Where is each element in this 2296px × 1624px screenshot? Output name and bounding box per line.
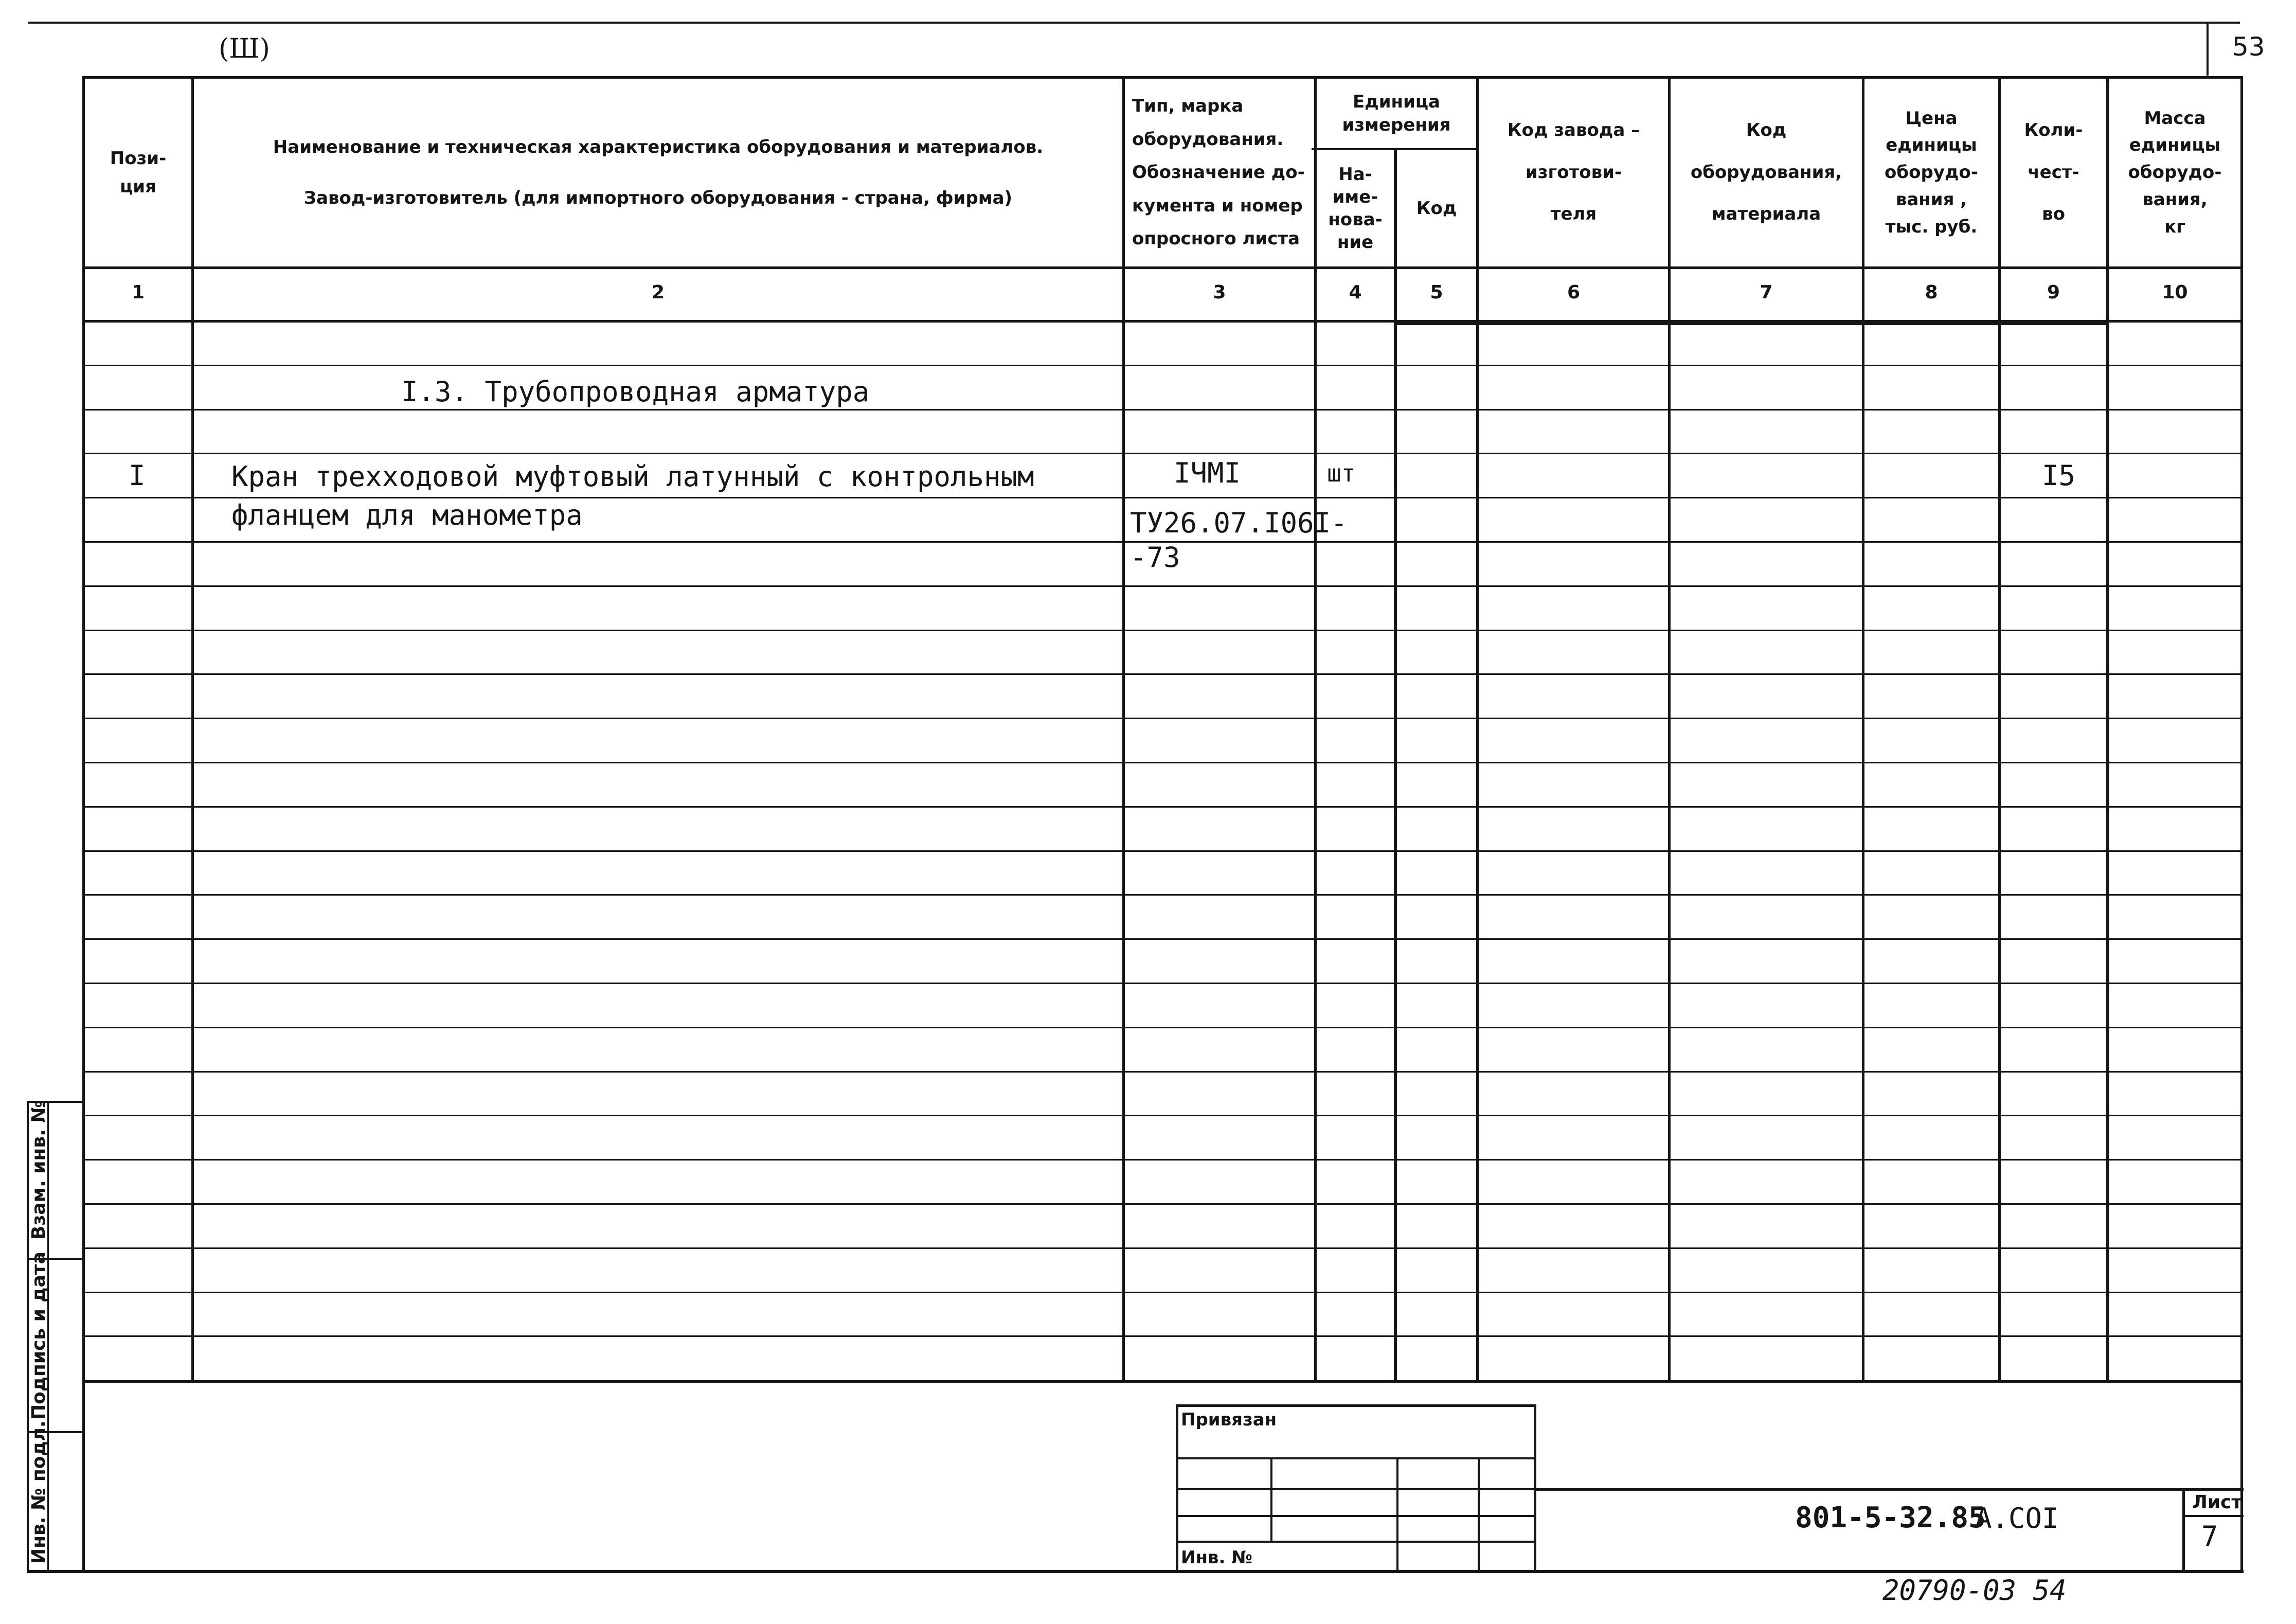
document-code: 801-5-32.85 (1795, 1501, 1986, 1534)
item-quantity: I5 (2042, 459, 2076, 492)
sheet-number: 7 (2201, 1520, 2218, 1552)
header-col-5: Код (1416, 198, 1457, 219)
item-name-line-2: фланцем для манометра (231, 499, 583, 531)
header-col-7: Код оборудования, материала (1690, 120, 1842, 225)
header-col-10: Масса единицы оборудо- вания, кг (2128, 108, 2222, 237)
item-unit: шт (1327, 459, 1356, 487)
header-col-3: Тип, марка оборудования. Обозначение до- кумента и номер опросного листа (1132, 96, 1305, 249)
header-col-4: На- име- нова- ние (1328, 164, 1383, 253)
stamp-inv-label: Инв. № (1181, 1547, 1253, 1568)
col-num-6: 6 (1567, 282, 1581, 303)
header-col-9: Коли- чест- во (2024, 120, 2083, 225)
item-type-line-1: IЧМI (1174, 457, 1241, 489)
row-rule (82, 365, 2243, 366)
row-rule (82, 673, 2243, 675)
row-rule (82, 453, 2243, 454)
col-num-1: 1 (131, 282, 145, 303)
row-rule (82, 938, 2243, 940)
unit-group-header: Единица измерения (1342, 92, 1451, 135)
side-label-inv-original: Инв. № подл. (28, 1420, 49, 1564)
side-label-replacing-inv: Взам. инв. № (28, 1100, 49, 1240)
row-rule (82, 1203, 2243, 1205)
header-col-6: Код завода – изготови- теля (1507, 120, 1640, 225)
row-rule (82, 409, 2243, 411)
side-label-signature-date: Подпись и дата (28, 1252, 49, 1420)
header-col-2: Наименование и техническая характеристика оборудования и материалов. Завод-изготовитель (для импортного оборудования - страна, фирма) (273, 136, 1044, 208)
row-rule (82, 1071, 2243, 1073)
col-num-9: 9 (2047, 282, 2060, 303)
item-type-line-3: -73 (1130, 541, 1180, 574)
bottom-note: 20790-03 54 (1882, 1574, 2067, 1607)
col-num-7: 7 (1760, 282, 1773, 303)
item-position: I (129, 459, 146, 492)
col-num-10: 10 (2162, 282, 2188, 303)
row-rule (82, 762, 2243, 763)
page-number: 53 (2232, 32, 2265, 62)
col-num-4: 4 (1349, 282, 1362, 303)
row-rule (82, 1247, 2243, 1249)
col-num-2: 2 (651, 282, 665, 303)
col-num-8: 8 (1925, 282, 1938, 303)
row-rule (82, 1027, 2243, 1028)
header-col-8: Цена единицы оборудо- вания , тыс. руб. (1885, 108, 1978, 237)
row-rule (82, 630, 2243, 631)
sheet-label: Лист (2192, 1492, 2243, 1513)
col-num-5: 5 (1430, 282, 1443, 303)
section-title: I.3. Трубопроводная арматура (401, 376, 870, 408)
row-rule (82, 850, 2243, 852)
row-rule (82, 497, 2243, 498)
item-name-line-1: Кран трехходовой муфтовый латунный с контрольным (231, 460, 1034, 493)
row-rule (82, 894, 2243, 896)
row-rule (82, 1115, 2243, 1116)
stamp-attached-label: Привязан (1181, 1409, 1277, 1430)
item-type-line-2: ТУ26.07.I06I- (1130, 507, 1348, 539)
header-col-1: Пози- ция (110, 148, 167, 197)
document-suffix: А.СОI (1975, 1502, 2059, 1534)
row-rule (82, 806, 2243, 808)
row-rule (82, 1335, 2243, 1337)
row-rule (82, 983, 2243, 984)
row-rule (82, 585, 2243, 587)
col-num-3: 3 (1213, 282, 1226, 303)
row-rule (82, 1159, 2243, 1161)
row-rule (82, 1292, 2243, 1293)
sheet-marker: (Ш) (219, 33, 270, 64)
row-rule (82, 718, 2243, 719)
